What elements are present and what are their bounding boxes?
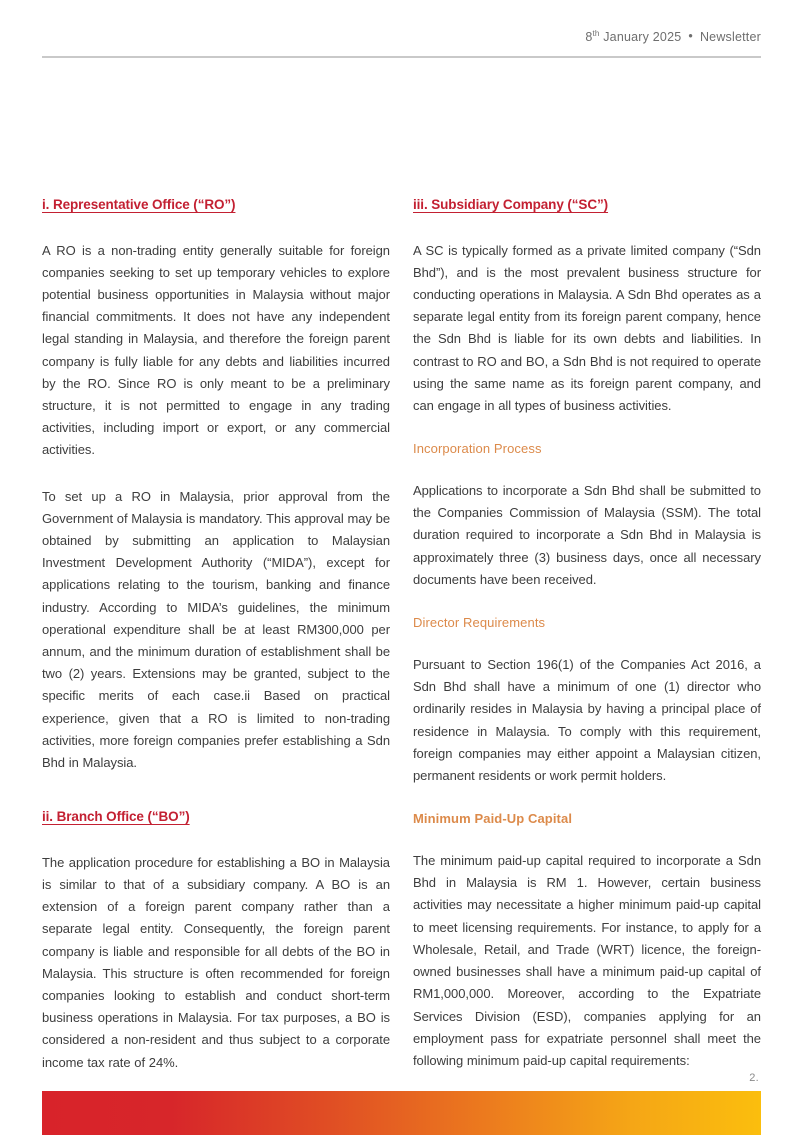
header-date-ordinal: th [592, 28, 600, 38]
header-date-rest: January 2025 [599, 30, 682, 44]
left-column [42, 196, 390, 1074]
heading-branch-office: ii. Branch Office (“BO”) [42, 809, 190, 825]
paragraph-director-requirements: Pursuant to Section 196(1) of the Companies Act 2016, a Sdn Bhd shall have a minimum of one (1) director who ordinarily resides in Malaysia by having a principal place of residence in Malaysia. To comply with this requirement, foreign companies may either appoint a Malaysian citizen, permanent residents or work permit holders. [413, 656, 761, 783]
header-date-label [585, 30, 761, 44]
paragraph-incorporation-process: Applications to incorporate a Sdn Bhd shall be submitted to the Companies Commission of Malaysia (SSM). The total duration required to incorporate a Sdn Bhd in Malaysia is approximately three (3) business days, once all necessary documents have been received. [413, 483, 761, 587]
header-separator-dot: • [688, 29, 693, 43]
paragraph-ro-setup: To set up a RO in Malaysia, prior approval from the Government of Malaysia is mandatory. This approval may be obtained by submitting an application to Malaysian Investment Development Authority (“MIDA”), except for applications relating to the tourism, banking and finance industry. According to MIDA’s guidelines, the minimum operational expenditure shall be at least RM300,000 per annum, and the minimum duration of establishment shall be two (2) years. Extensions may be granted, subject to the specific merits of each case.ii Based on practical experience, given that a RO is limited to non-trading activities, more foreign companies prefer establishing a Sdn Bhd in Malaysia. [42, 488, 390, 771]
header-date-day: 8 [585, 30, 593, 44]
right-column [413, 196, 761, 1074]
paragraph-minimum-paid-up-capital: The minimum paid-up capital required to incorporate a Sdn Bhd in Malaysia is RM 1. However, certain business activities may necessitate a higher minimum paid-up capital to meet licensing requirements. For instance, to apply for a Wholesale, Retail, and Trade (WRT) licence, the foreign-owned businesses shall have a minimum paid-up capital of RM1,000,000. Moreover, according to the Expatriate Services Division (ESD), companies applying for an employment pass for expatriate personnel shall meet the following minimum paid-up capital requirements: [413, 853, 761, 1068]
subheading-minimum-paid-up-capital: Minimum Paid-Up Capital [413, 811, 573, 827]
header-newsletter-label: Newsletter [699, 30, 761, 44]
paragraph-sc-overview: A SC is typically formed as a private limited company (“Sdn Bhd”), and is the most prevalent business structure for conducting operations in Malaysia. A Sdn Bhd operates as a separate legal entity from its foreign parent company, hence the Sdn Bhd is liable for its own debts and liabilities. In contrast to RO and BO, a Sdn Bhd is not required to operate using the same name as its foreign parent company, and can engage in all types of business activities. [413, 242, 761, 413]
page-header [42, 30, 761, 62]
header-divider-rule [42, 56, 761, 58]
subheading-director-requirements: Director Requirements [413, 615, 546, 631]
footer-gradient-bar [42, 1091, 761, 1135]
paragraph-bo-overview: The application procedure for establishing a BO in Malaysia is similar to that of a subsidiary company. A BO is an extension of a foreign parent company rather than a separate legal entity. Consequently, the foreign parent company is liable and responsible for all debts of the BO in Malaysia. This structure is often recommended for foreign companies looking to establish and conduct short-term business operations in Malaysia. For tax purposes, a BO is considered a non-resident and thus subject to a corporate income tax rate of 24%. [42, 854, 390, 1070]
content-columns [42, 196, 761, 1074]
page-number: 2. [749, 1072, 759, 1084]
paragraph-ro-overview: A RO is a non-trading entity generally suitable for foreign companies seeking to set up temporary vehicles to explore potential business opportunities in Malaysia without major financial commitments. It does not have any independent legal standing in Malaysia, and therefore the foreign parent company is fully liable for any debts and liabilities incurred by the RO. Since RO is only meant to be a preliminary structure, it is not permitted to engage in any trading activities, including import or export, or any commercial activities. [42, 242, 390, 458]
subheading-incorporation-process: Incorporation Process [413, 441, 542, 457]
heading-subsidiary-company: iii. Subsidiary Company (“SC”) [413, 197, 609, 212]
heading-representative-office: i. Representative Office (“RO”) [42, 197, 236, 212]
